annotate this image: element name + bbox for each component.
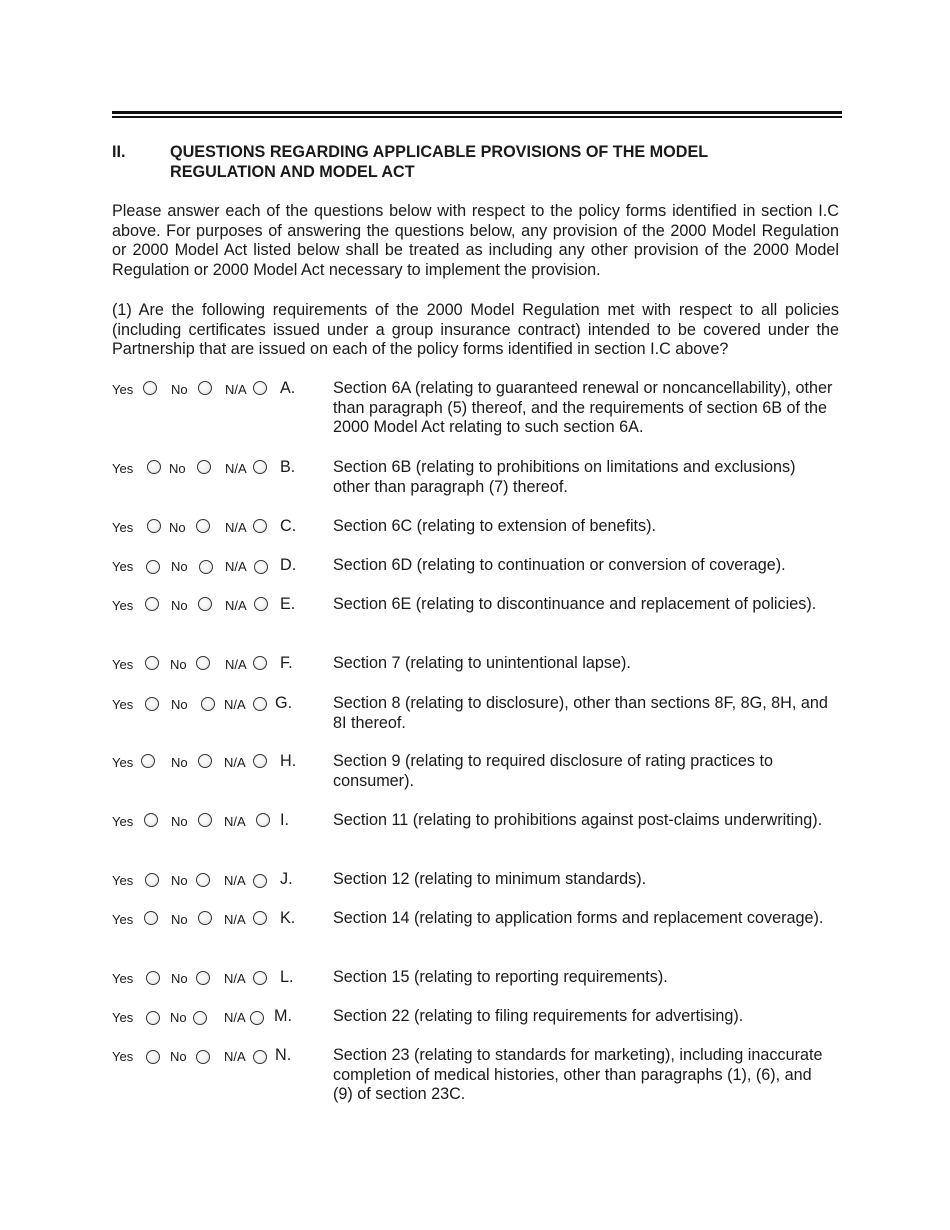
radio-yes-h[interactable]: [141, 754, 155, 768]
no-label: No: [171, 382, 188, 397]
item-text: Section 6D (relating to continuation or conversion of coverage).: [333, 556, 786, 574]
na-label: N/A: [224, 697, 246, 712]
section-number: II.: [112, 143, 126, 161]
item-text: Section 11 (relating to prohibitions against post-claims underwriting).: [333, 811, 823, 829]
radio-yes-f[interactable]: [145, 656, 159, 670]
yes-label: Yes: [112, 1010, 134, 1025]
yes-label: Yes: [112, 912, 134, 927]
radio-no-l[interactable]: [196, 971, 210, 985]
intro-paragraph: Please answer each of the questions below with respect to the policy forms identified in section I.C above. For purposes of answering the questions below, any provision of the 2000 Model Regulation or 2000 Model Act listed below shall be treated as including any other provision of the 2000 Model Regulation or 2000 Model Act necessary to implement the provision.: [112, 202, 839, 279]
item-letter: M.: [274, 1007, 292, 1025]
radio-no-h[interactable]: [198, 754, 212, 768]
yes-label: Yes: [112, 971, 134, 986]
question-1: (1) Are the following requirements of the 2000 Model Regulation met with respect to all policies (including certificates issued under a group insurance contract) intended to be covered under the Partnership that are issued on each of the policy forms identified in section I.C above?: [112, 301, 839, 359]
radio-na-b[interactable]: [253, 460, 267, 474]
item-letter: G.: [275, 694, 293, 712]
na-label: N/A: [224, 755, 246, 770]
yes-label: Yes: [112, 1049, 134, 1064]
header-rule-thick: [112, 111, 842, 114]
list-item-b: [112, 458, 852, 496]
yes-label: Yes: [112, 559, 134, 574]
radio-yes-b[interactable]: [147, 460, 161, 474]
radio-na-j[interactable]: [253, 874, 267, 888]
yes-label: Yes: [112, 461, 134, 476]
no-label: No: [171, 559, 188, 574]
radio-no-n[interactable]: [196, 1050, 210, 1064]
radio-yes-g[interactable]: [145, 697, 159, 711]
list-item-i: [112, 811, 852, 831]
list-item-m: [112, 1007, 852, 1027]
radio-no-a[interactable]: [198, 381, 212, 395]
item-letter: J.: [280, 870, 293, 888]
yes-label: Yes: [112, 697, 134, 712]
na-label: N/A: [224, 873, 246, 888]
item-text: Section 8 (relating to disclosure), other than sections 8F, 8G, 8H, and 8I thereof.: [333, 694, 828, 732]
radio-no-b[interactable]: [197, 460, 211, 474]
item-text: Section 14 (relating to application forms and replacement coverage).: [333, 909, 824, 927]
na-label: N/A: [225, 559, 247, 574]
radio-na-l[interactable]: [253, 971, 267, 985]
no-label: No: [171, 697, 188, 712]
yes-label: Yes: [112, 382, 134, 397]
radio-no-f[interactable]: [196, 656, 210, 670]
no-label: No: [171, 598, 188, 613]
radio-yes-m[interactable]: [146, 1011, 160, 1025]
radio-yes-e[interactable]: [145, 597, 159, 611]
item-letter: E.: [280, 595, 296, 613]
no-label: No: [171, 971, 188, 986]
item-letter: B.: [280, 458, 296, 476]
list-item-g: [112, 694, 852, 732]
na-label: N/A: [225, 598, 247, 613]
item-text: Section 6B (relating to prohibitions on limitations and exclusions) other than paragraph (7) thereof.: [333, 458, 796, 496]
list-item-k: [112, 909, 852, 929]
yes-label: Yes: [112, 755, 134, 770]
na-label: N/A: [225, 657, 247, 672]
radio-yes-a[interactable]: [143, 381, 157, 395]
radio-na-n[interactable]: [253, 1050, 267, 1064]
list-item-n: [112, 1046, 852, 1104]
item-text: Section 9 (relating to required disclosure of rating practices to consumer).: [333, 752, 773, 790]
item-letter: D.: [280, 556, 297, 574]
radio-no-i[interactable]: [198, 813, 212, 827]
item-letter: K.: [280, 909, 296, 927]
list-item-l: [112, 968, 852, 988]
item-text: Section 6E (relating to discontinuance and replacement of policies).: [333, 595, 817, 613]
list-item-h: [112, 752, 852, 790]
na-label: N/A: [224, 912, 246, 927]
radio-yes-d[interactable]: [146, 560, 160, 574]
item-letter: I.: [280, 811, 289, 829]
na-label: N/A: [224, 1049, 246, 1064]
no-label: No: [169, 520, 186, 535]
no-label: No: [171, 814, 188, 829]
no-label: No: [169, 461, 186, 476]
list-item-a: [112, 379, 852, 437]
item-text: Section 22 (relating to filing requirements for advertising).: [333, 1007, 744, 1025]
na-label: N/A: [225, 461, 247, 476]
list-item-e: [112, 595, 852, 615]
yes-label: Yes: [112, 520, 134, 535]
list-item-f: [112, 654, 852, 674]
yes-label: Yes: [112, 657, 134, 672]
radio-yes-n[interactable]: [146, 1050, 160, 1064]
radio-yes-c[interactable]: [147, 519, 161, 533]
no-label: No: [170, 657, 187, 672]
header-rule-thin: [112, 116, 842, 118]
radio-na-i[interactable]: [256, 813, 270, 827]
item-letter: F.: [280, 654, 293, 672]
radio-yes-l[interactable]: [146, 971, 160, 985]
no-label: No: [170, 1010, 187, 1025]
radio-na-d[interactable]: [254, 560, 268, 574]
radio-no-m[interactable]: [193, 1011, 207, 1025]
no-label: No: [170, 1049, 187, 1064]
yes-label: Yes: [112, 598, 134, 613]
item-text: Section 15 (relating to reporting requirements).: [333, 968, 668, 986]
na-label: N/A: [225, 520, 247, 535]
radio-no-c[interactable]: [196, 519, 210, 533]
radio-no-g[interactable]: [201, 697, 215, 711]
radio-na-h[interactable]: [253, 754, 267, 768]
yes-label: Yes: [112, 814, 134, 829]
item-text: Section 23 (relating to standards for marketing), including inaccurate completion of medical histories, other than paragraphs (1), (6), and (9) of section 23C.: [333, 1046, 823, 1104]
no-label: No: [171, 755, 188, 770]
na-label: N/A: [224, 814, 246, 829]
yes-label: Yes: [112, 873, 134, 888]
radio-yes-i[interactable]: [144, 813, 158, 827]
radio-no-e[interactable]: [198, 597, 212, 611]
radio-yes-k[interactable]: [144, 911, 158, 925]
list-item-c: [112, 517, 852, 537]
radio-yes-j[interactable]: [145, 873, 159, 887]
item-letter: A.: [280, 379, 296, 397]
radio-na-g[interactable]: [253, 697, 267, 711]
item-text: Section 6A (relating to guaranteed renewal or noncancellability), other than paragraph (5) thereof, and the requirements of section 6B of the 2000 Model Act relating to such section 6A.: [333, 379, 833, 437]
list-item-j: [112, 870, 852, 890]
no-label: No: [171, 873, 188, 888]
radio-no-d[interactable]: [199, 560, 213, 574]
radio-na-c[interactable]: [253, 519, 267, 533]
item-text: Section 12 (relating to minimum standards).: [333, 870, 647, 888]
radio-no-j[interactable]: [196, 873, 210, 887]
list-item-d: [112, 556, 852, 576]
radio-na-k[interactable]: [253, 911, 267, 925]
item-letter: L.: [280, 968, 294, 986]
section-title: QUESTIONS REGARDING APPLICABLE PROVISIONS OF THE MODEL REGULATION AND MODEL ACT: [170, 143, 708, 181]
radio-no-k[interactable]: [198, 911, 212, 925]
item-text: Section 6C (relating to extension of benefits).: [333, 517, 657, 535]
radio-na-m[interactable]: [250, 1011, 264, 1025]
na-label: N/A: [224, 971, 246, 986]
item-letter: N.: [275, 1046, 292, 1064]
item-letter: H.: [280, 752, 297, 770]
radio-na-a[interactable]: [253, 381, 267, 395]
no-label: No: [171, 912, 188, 927]
radio-na-e[interactable]: [254, 597, 268, 611]
item-text: Section 7 (relating to unintentional lapse).: [333, 654, 631, 672]
na-label: N/A: [224, 1010, 246, 1025]
radio-na-f[interactable]: [253, 656, 267, 670]
na-label: N/A: [225, 382, 247, 397]
item-letter: C.: [280, 517, 297, 535]
